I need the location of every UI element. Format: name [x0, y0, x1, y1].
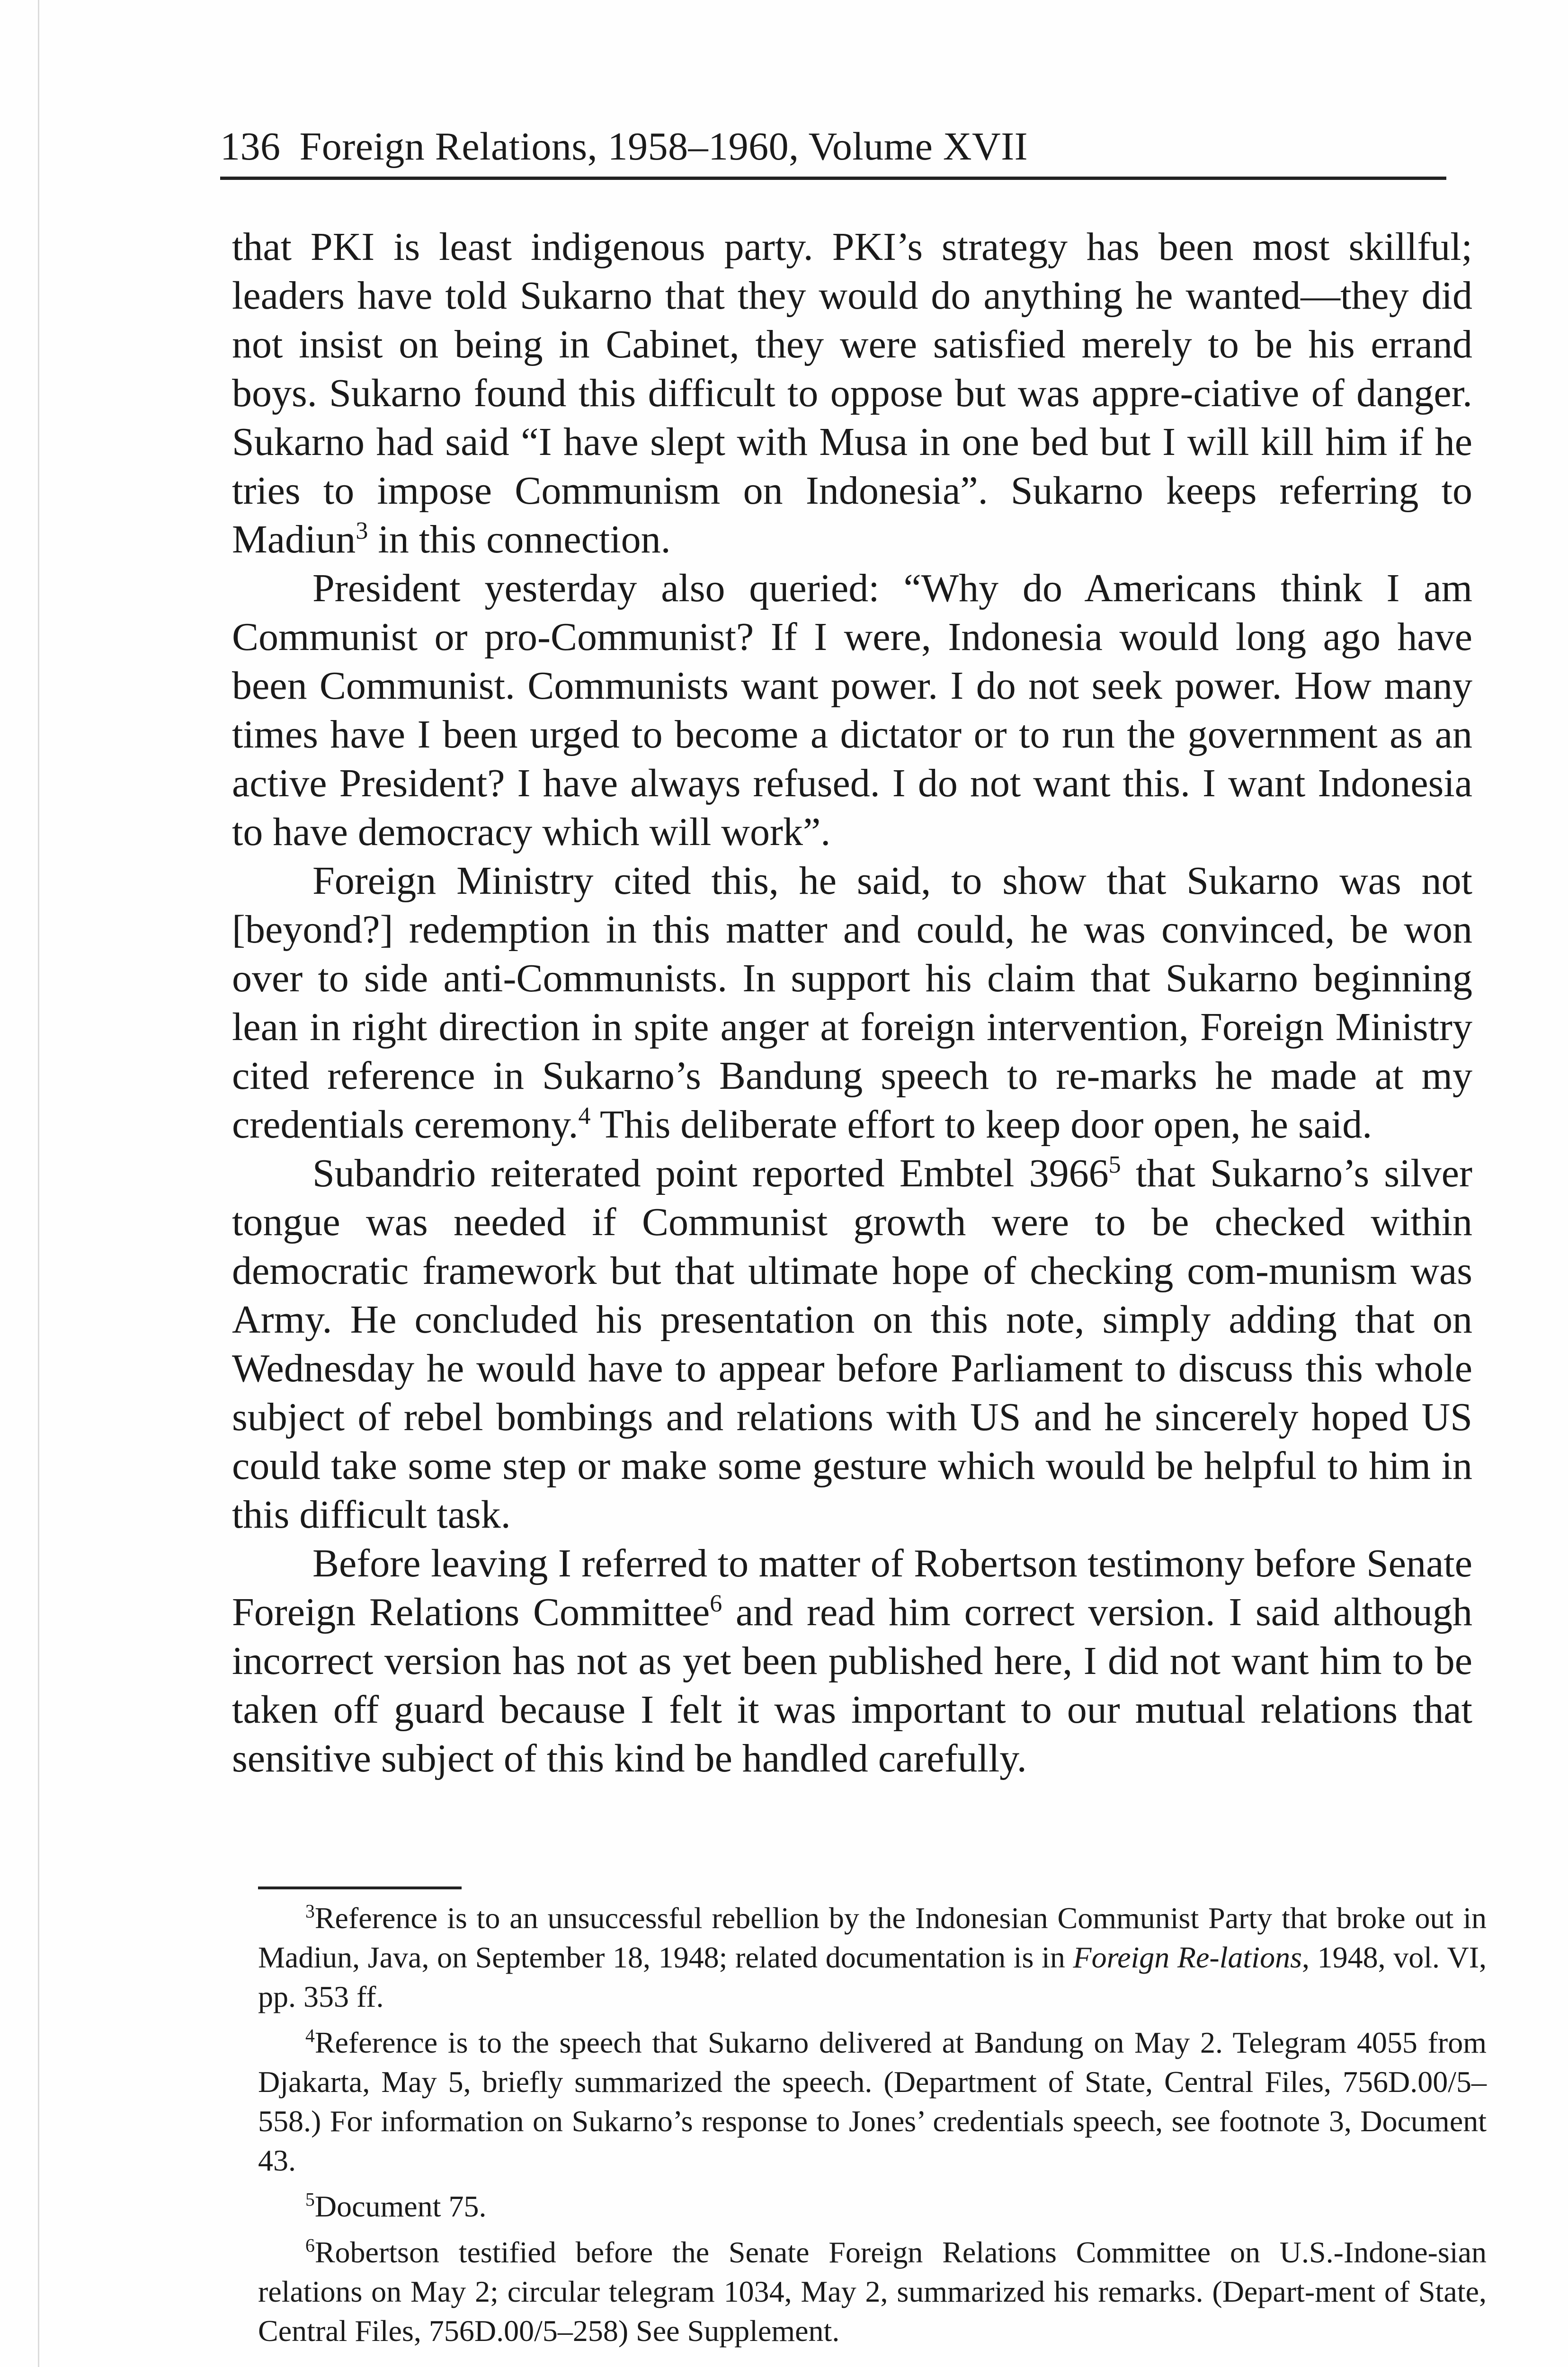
paragraph-3 — [232, 856, 1472, 1149]
paragraph-1-text-b: in this connection. — [368, 517, 671, 561]
footnote-ref-5: 5 — [1108, 1151, 1121, 1178]
header-rule — [220, 177, 1446, 180]
footnote-6-text: Robertson testified before the Senate Foreign Relations Committee on U.S.-Indone-sian relations on May 2; circular telegram 1034, May 2, summarized his remarks. (Depart-ment of State, Central Files, 756D.00/5–258) See Supplement. — [258, 2235, 1487, 2348]
paragraph-5-text-a: Before leaving I referred to matter of Robertson testimony before Senate Foreign Relations Committee — [232, 1541, 1472, 1634]
footnote-number: 4 — [305, 2025, 315, 2047]
paragraph-4-text-a: Subandrio reiterated point reported Embtel 3966 — [312, 1151, 1109, 1195]
footnote-5 — [258, 2187, 1487, 2226]
footnote-5-text: Document 75. — [314, 2189, 487, 2223]
running-title: Foreign Relations, 1958–1960, Volume XVII — [299, 125, 1028, 169]
paragraph-3-text-a: Foreign Ministry cited this, he said, to show that Sukarno was not [beyond?] redemption in this matter and could, he was convinced, be won over to side anti-Communists. In support his claim that Sukarno beginning lean in right direction in spite anger at foreign intervention, Foreign Ministry cited reference in Sukarno’s Bandung speech to re-marks he made at my credentials ceremony. — [232, 859, 1472, 1147]
running-header — [220, 118, 1446, 180]
header-text — [220, 124, 1028, 169]
paragraph-4 — [232, 1149, 1472, 1539]
paragraph-5-text-b: and read him correct version. I said although incorrect version has not as yet been published here, I did not want him to be taken off guard because I felt it was important to our mutual relations that sensitive subject of this kind be handled carefully. — [232, 1590, 1473, 1780]
footnote-ref-3: 3 — [356, 517, 368, 544]
paragraph-2: President yesterday also queried: “Why do Americans think I am Communist or pro-Communist? If I were, Indonesia would long ago have been Communist. Communists want power. I do not seek power. How many times have I been urged to become a dictator or to run the government as an active President? I have always refused. I do not want this. I want Indonesia to have democracy which will work”. — [232, 566, 1472, 854]
paragraph-5 — [232, 1539, 1472, 1783]
footnote-separator — [258, 1886, 462, 1889]
footnote-4 — [258, 2023, 1487, 2180]
footnote-6 — [258, 2233, 1487, 2350]
footnote-3-text-a: Reference is to an unsuccessful rebellion by the Indonesian Communist Party that broke out in Madiun, Java, on September 18, 1948; related documentation is in — [258, 1901, 1487, 1974]
paragraph-4-text-b: that Sukarno’s silver tongue was needed if Communist growth were to be checked within democratic framework but that ultimate hope of checking com-munism was Army. He concluded his presentation on this note, simply adding that on Wednesday he would have to appear before Parliament to discuss this whole subject of rebel bombings and relations with US and he sincerely hoped US could take some step or make some gesture which would be helpful to him in this difficult task. — [232, 1151, 1472, 1537]
footnote-number: 5 — [305, 2189, 315, 2210]
footnote-number: 6 — [305, 2235, 315, 2256]
body-text — [232, 222, 1472, 1783]
paragraph-1-text-a: that PKI is least indigenous party. PKI’s strategy has been most skillful; leaders have told Sukarno that they would do anything he wanted—they did not insist on being in Cabinet, they were satisfied merely to be his errand boys. Sukarno found this difficult to oppose but was appre-ciative of danger. Sukarno had said “I have slept with Musa in one bed but I will kill him if he tries to impose Communism on Indonesia”. Sukarno keeps referring to Madiun — [232, 225, 1472, 561]
footnote-ref-6: 6 — [710, 1590, 722, 1617]
page-number: 136 — [220, 125, 281, 169]
footnote-3 — [258, 1898, 1487, 2016]
footnote-4-text: Reference is to the speech that Sukarno delivered at Bandung on May 2. Telegram 4055 from Djakarta, May 5, briefly summarized the speech. (Department of State, Central Files, 756D.00/5–558.) For information on Sukarno’s response to Jones’ credentials speech, see footnote 3, Document 43. — [258, 2026, 1487, 2177]
footnote-number: 3 — [305, 1901, 315, 1922]
footnotes — [258, 1898, 1487, 2357]
footnote-ref-4: 4 — [578, 1103, 591, 1130]
paragraph-3-text-b: This deliberate effort to keep door open, he said. — [590, 1103, 1372, 1147]
footnote-3-italic: Foreign Re-lations — [1073, 1940, 1302, 1974]
paragraph-1 — [232, 222, 1472, 564]
scan-edge-line — [38, 0, 39, 2367]
footnote-3-text-b: , 1948, vol. VI, pp. 353 ff. — [258, 1940, 1487, 2013]
